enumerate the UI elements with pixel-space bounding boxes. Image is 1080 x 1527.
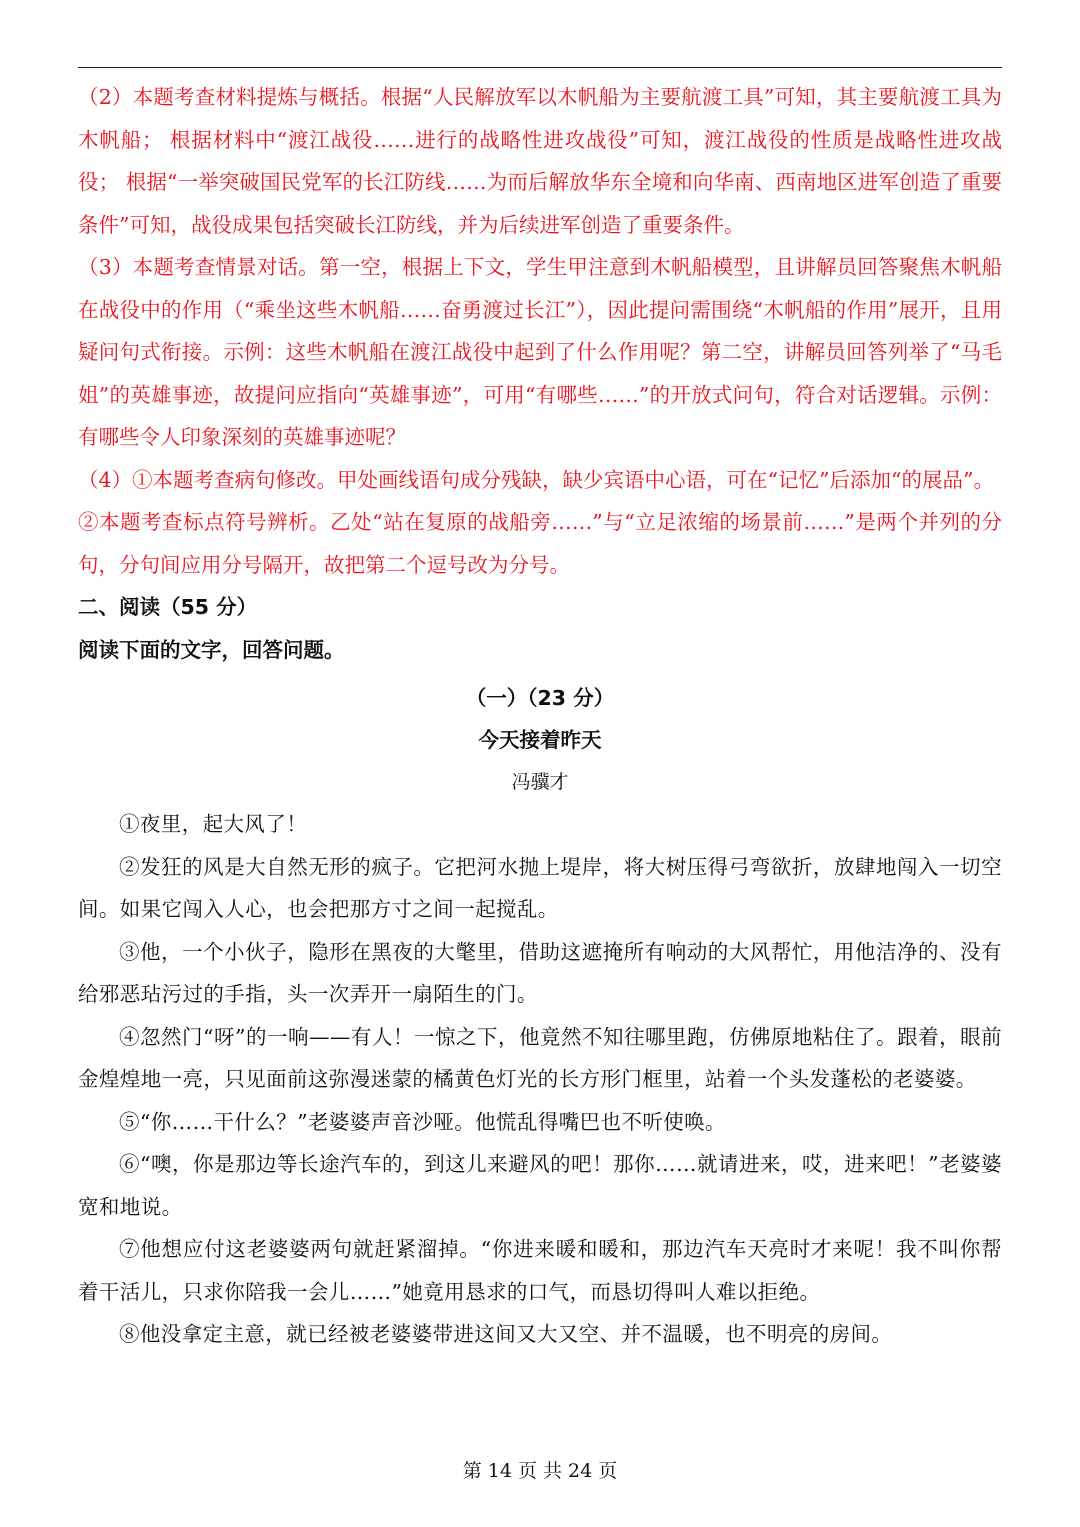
- answer-2: （2）本题考查材料提炼与概括。根据“人民解放军以木帆船为主要航渡工具”可知，其主要航渡工具为木帆船； 根据材料中“渡江战役……进行的战略性进攻战役”可知，渡江战役的性质是战略性进攻战役； 根据“一举突破国民党军的长江防线……为而后解放华东全境和向华南、西南地区进军创造了重要条件”可知，战役成果包括突破长江防线，并为后续进军创造了重要条件。: [78, 85, 1002, 237]
- page-content: [78, 76, 1002, 1356]
- section-title: 二、阅读（55 分）: [78, 595, 258, 619]
- header-rule: [78, 67, 1002, 68]
- page-footer: 第 14 页 共 24 页: [462, 1460, 618, 1482]
- story-paragraph-2: ②发狂的风是大自然无形的疯子。它把河水抛上堤岸，将大树压得弓弯欲折，放肆地闯入一切空间。如果它闯入人心，也会把那方寸之间一起搅乱。: [78, 854, 1002, 921]
- story-paragraph-8: ⑧他没拿定主意，就已经被老婆婆带进这间又大又空、并不温暖，也不明亮的房间。: [119, 1322, 893, 1346]
- story-paragraph-1: ①夜里，起大风了！: [119, 812, 308, 836]
- story-title: 今天接着昨天: [478, 728, 602, 752]
- story-paragraph-6: ⑥“噢，你是那边等长途汽车的，到这儿来避风的吧！那你……就请进来，哎，进来吧！”老婆婆宽和地说。: [78, 1152, 1002, 1219]
- story-paragraph-4: ④忽然门“呀”的一响——有人！一惊之下，他竟然不知往哪里跑，仿佛原地粘住了。跟着，眼前金煌煌地一亮，只见面前这弥漫迷蒙的橘黄色灯光的长方形门框里，站着一个头发蓬松的老婆婆。: [78, 1024, 1002, 1091]
- reading-part-title: （一）（23 分）: [465, 686, 615, 710]
- section-instruction: 阅读下面的文字，回答问题。: [78, 637, 345, 662]
- story-paragraph-5: ⑤“你……干什么？”老婆婆声音沙哑。他慌乱得嘴巴也不听使唤。: [119, 1109, 726, 1134]
- story-author: 冯骥才: [511, 771, 569, 793]
- answer-4-2: ②本题考查标点符号辨析。乙处“站在复原的战船旁……”与“立足浓缩的场景前……”是两个并列的分句，分句间应用分号隔开，故把第二个逗号改为分号。: [78, 510, 1002, 577]
- answer-3: （3）本题考查情景对话。第一空，根据上下文，学生甲注意到木帆船模型，且讲解员回答聚焦木帆船在战役中的作用（“乘坐这些木帆船……奋勇渡过长江”），因此提问需围绕“木帆船的作用”展开，且用疑问句式衔接。示例：这些木帆船在渡江战役中起到了什么作用呢？第二空，讲解员回答列举了“马毛姐”的英雄事迹，故提问应指向“英雄事迹”，可用“有哪些……”的开放式问句，符合对话逻辑。示例：有哪些令人印象深刻的英雄事迹呢？: [78, 255, 1002, 449]
- story-paragraph-3: ③他，一个小伙子，隐形在黑夜的大氅里，借助这遮掩所有响动的大风帮忙，用他洁净的、没有给邪恶玷污过的手指，头一次弄开一扇陌生的门。: [78, 939, 1002, 1006]
- story-paragraph-7: ⑦他想应付这老婆婆两句就赶紧溜掉。“你进来暖和暖和，那边汽车天亮时才来呢！我不叫你帮着干活儿，只求你陪我一会儿……”她竟用恳求的口气，而恳切得叫人难以拒绝。: [78, 1237, 1002, 1304]
- answer-4-1: （4）①本题考查病句修改。甲处画线语句成分残缺，缺少宾语中心语，可在“记忆”后添加“的展品”。: [78, 467, 994, 492]
